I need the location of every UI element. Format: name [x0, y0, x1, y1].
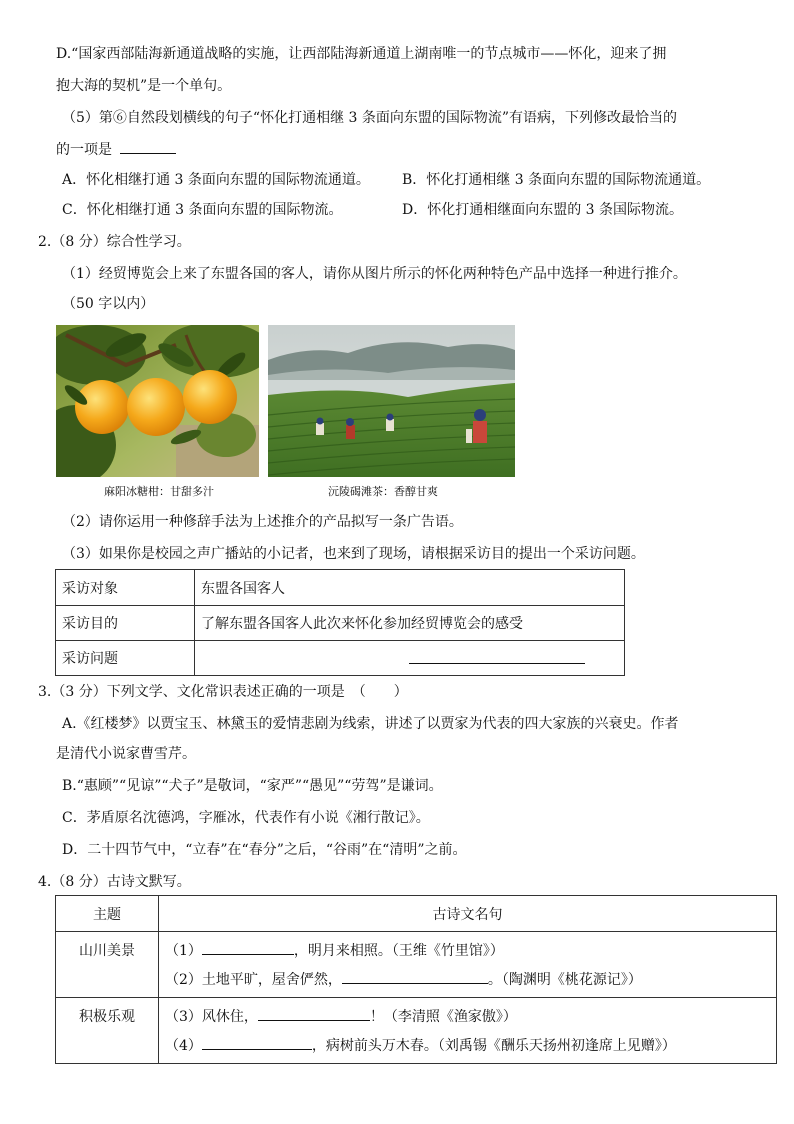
answer-blank[interactable]: [202, 939, 294, 955]
theme-cell: 积极乐观: [56, 998, 159, 1064]
poem-line-2: [165, 966, 770, 995]
poem-line-text: ，病树前头万木春。（刘禹锡《酬乐天扬州初逢席上见赠》）: [311, 1038, 676, 1054]
q3-option-d: D．二十四节气中，“立春”在“春分”之后，“谷雨”在“清明”之前。: [62, 842, 467, 858]
table-row: [56, 998, 777, 1064]
table-label: 采访对象: [56, 570, 195, 606]
poem-line-text: （2）土地平旷，屋舍俨然，: [165, 972, 342, 988]
orange-image: [56, 325, 259, 477]
tea-caption: 沅陵碣滩茶：香醇甘爽: [328, 485, 438, 498]
poetry-table: [55, 895, 777, 1064]
q3-option-b: B.“惠顾”“见谅”“犬子”是敬词，“家严”“愚见”“劳驾”是谦词。: [62, 778, 443, 794]
poem-line-text: ！（李清照《渔家傲》）: [369, 1009, 517, 1025]
tea-image: [268, 325, 515, 477]
q1-option-b: B．怀化打通相继 3 条面向东盟的国际物流通道。: [402, 172, 711, 188]
poem-line-4: [165, 1032, 770, 1061]
q1-sub5-line2: [56, 138, 176, 160]
table-row: [56, 570, 625, 606]
q2-title: 2.（8 分）综合性学习。: [38, 234, 191, 250]
q3-option-a-line2: 是清代小说家曹雪芹。: [56, 746, 196, 762]
answer-blank[interactable]: [120, 138, 176, 154]
q1-option-d-line2: 抱大海的契机”是一个单句。: [56, 78, 232, 94]
table-value: 东盟各国客人: [195, 570, 625, 606]
poem-line-text: （4）: [165, 1038, 202, 1054]
q2-sub1-line2: （50 字以内）: [62, 296, 155, 312]
q3-option-a-line1: A.《红楼梦》以贾宝玉、林黛玉的爱情悲剧为线索，讲述了以贾家为代表的四大家族的兴衰史。作者: [62, 716, 679, 732]
q1-sub5-text: 的一项是: [56, 142, 112, 158]
q2-sub3: （3）如果你是校园之声广播站的小记者，也来到了现场，请根据采访目的提出一个采访问题。: [62, 546, 645, 562]
table-label: 采访目的: [56, 606, 195, 641]
poem-line-text: 。（陶渊明《桃花源记》）: [487, 972, 642, 988]
table-row: [56, 932, 777, 998]
orange-caption: 麻阳冰糖柑：甘甜多汁: [104, 485, 214, 498]
q1-option-c: C．怀化相继打通 3 条面向东盟的国际物流。: [62, 202, 343, 218]
table-label: 采访问题: [56, 641, 195, 676]
q4-title: 4.（8 分）古诗文默写。: [38, 874, 191, 890]
orange-photo: [56, 325, 259, 477]
poem-line-3: [165, 1003, 770, 1032]
lines-cell: [159, 932, 777, 998]
q3-title: 3.（3 分）下列文学、文化常识表述正确的一项是 （ ）: [38, 684, 408, 700]
table-row: [56, 606, 625, 641]
poem-line-1: [165, 937, 770, 966]
theme-cell: 山川美景: [56, 932, 159, 998]
answer-blank[interactable]: [409, 648, 585, 664]
q1-option-d-line1: D.“国家西部陆海新通道战略的实施，让西部陆海新通道上湖南唯一的节点城市——怀化，迎来了拥: [56, 46, 667, 62]
poem-line-text: （3）风休住，: [165, 1009, 258, 1025]
lines-cell: [159, 998, 777, 1064]
tea-photo: [268, 325, 515, 477]
table-answer-cell: [195, 641, 625, 676]
q1-sub5-line1: （5）第⑥自然段划横线的句子“怀化打通相继 3 条面向东盟的国际物流”有语病，下列修改最恰当的: [62, 110, 678, 126]
q2-sub1-line1: （1）经贸博览会上来了东盟各国的客人，请你从图片所示的怀化两种特色产品中选择一种进行推介。: [62, 266, 687, 282]
table-value: 了解东盟各国客人此次来怀化参加经贸博览会的感受: [195, 606, 625, 641]
q2-sub2: （2）请你运用一种修辞手法为上述推介的产品拟写一条广告语。: [62, 514, 463, 530]
answer-blank[interactable]: [342, 968, 488, 984]
answer-blank[interactable]: [202, 1034, 312, 1050]
answer-blank[interactable]: [258, 1005, 370, 1021]
table-row: [56, 641, 625, 676]
poem-line-text: （1）: [165, 943, 202, 959]
poem-line-text: ，明月来相照。（王维《竹里馆》）: [293, 943, 504, 959]
q3-option-c: C．茅盾原名沈德鸿，字雁冰，代表作有小说《湘行散记》。: [62, 810, 430, 826]
header-lines: 古诗文名句: [159, 896, 777, 932]
interview-table: [55, 569, 625, 676]
q1-option-a: A．怀化相继打通 3 条面向东盟的国际物流通道。: [62, 172, 370, 188]
header-theme: 主题: [56, 896, 159, 932]
table-header-row: [56, 896, 777, 932]
q1-option-d: D．怀化打通相继面向东盟的 3 条国际物流。: [402, 202, 684, 218]
